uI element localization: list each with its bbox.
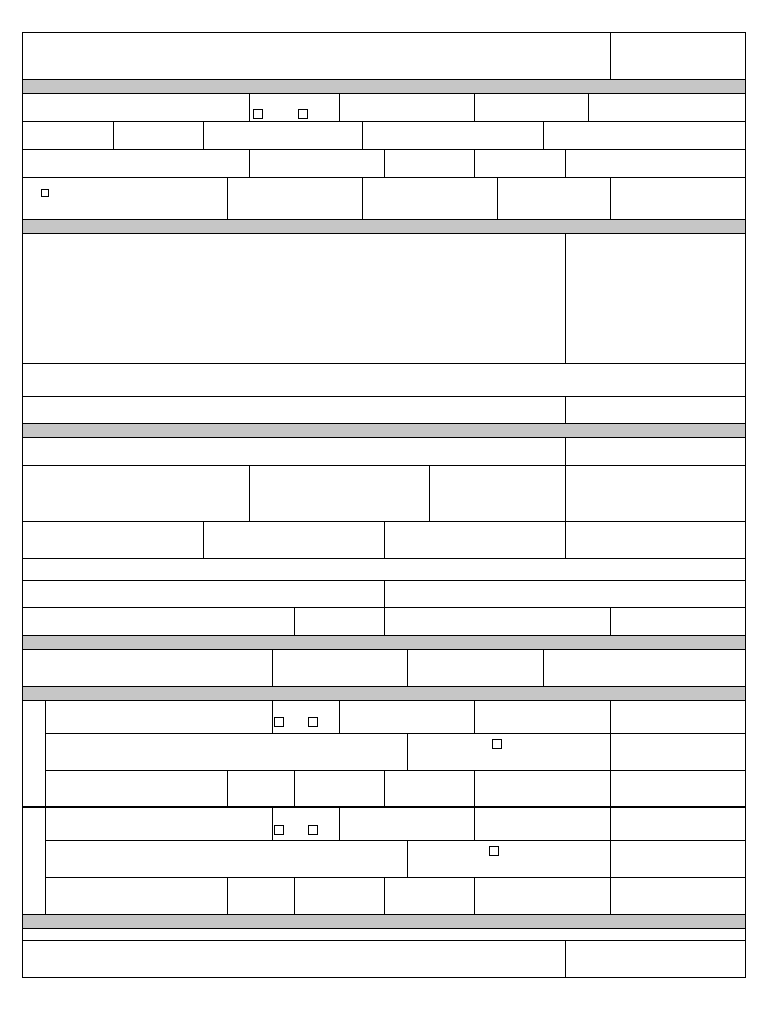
grid-line	[249, 149, 250, 177]
grid-line	[610, 877, 611, 914]
form-field[interactable]	[45, 840, 407, 877]
grid-line	[22, 233, 745, 234]
form-field[interactable]	[22, 928, 745, 940]
grid-line	[45, 877, 745, 878]
form-field[interactable]	[384, 149, 474, 177]
grid-line	[474, 149, 475, 177]
grid-line	[22, 914, 745, 915]
form-field[interactable]	[22, 940, 565, 977]
checkbox[interactable]	[253, 109, 263, 119]
form-field[interactable]	[565, 521, 745, 558]
grid-line	[22, 396, 745, 397]
grid-line	[227, 877, 228, 914]
grid-line	[249, 465, 250, 521]
form-field[interactable]	[22, 121, 113, 149]
section-header-band	[22, 423, 745, 437]
grid-line	[22, 437, 745, 438]
form-field[interactable]	[45, 700, 272, 733]
form-field[interactable]	[22, 396, 565, 423]
grid-line	[294, 607, 295, 635]
form-field[interactable]	[610, 607, 745, 635]
grid-line	[384, 521, 385, 558]
form-field[interactable]	[22, 233, 565, 363]
form-field[interactable]	[227, 177, 362, 219]
grid-line	[474, 93, 475, 121]
form-field[interactable]	[384, 877, 474, 914]
grid-line	[565, 465, 566, 521]
form-field[interactable]	[294, 607, 384, 635]
grid-line	[294, 877, 295, 914]
form-field[interactable]	[339, 700, 474, 733]
grid-line	[22, 700, 745, 701]
grid-line	[22, 635, 745, 636]
grid-line	[22, 928, 745, 929]
form-field[interactable]	[22, 363, 745, 396]
grid-line	[22, 121, 745, 122]
form-field[interactable]	[543, 649, 745, 686]
grid-line	[407, 840, 408, 877]
grid-line	[384, 149, 385, 177]
section-header-band	[22, 635, 745, 649]
form-field[interactable]	[384, 580, 745, 607]
grid-line	[384, 580, 385, 607]
form-field[interactable]	[565, 149, 745, 177]
grid-line	[227, 770, 228, 807]
grid-line	[339, 807, 340, 840]
grid-line	[407, 733, 408, 770]
grid-line	[22, 649, 745, 650]
grid-line	[407, 649, 408, 686]
form-field[interactable]	[22, 558, 745, 580]
form-field[interactable]	[588, 93, 745, 121]
grid-line	[203, 521, 204, 558]
grid-line	[45, 700, 46, 914]
checkbox[interactable]	[298, 109, 308, 119]
grid-line	[474, 807, 475, 840]
form-field[interactable]	[474, 770, 610, 807]
grid-line	[272, 649, 273, 686]
form-field[interactable]	[474, 807, 610, 840]
grid-line	[543, 121, 544, 149]
form-field[interactable]	[339, 93, 474, 121]
form-field[interactable]	[565, 465, 745, 521]
grid-line	[610, 607, 611, 635]
form-field[interactable]	[294, 877, 384, 914]
grid-line	[22, 32, 745, 33]
form-field[interactable]	[384, 521, 565, 558]
form-field[interactable]	[272, 807, 339, 840]
form-field[interactable]	[45, 770, 227, 807]
grid-line	[272, 807, 273, 840]
grid-line	[339, 93, 340, 121]
form-field[interactable]	[610, 700, 745, 733]
form-field[interactable]	[203, 121, 362, 149]
item-number-cell	[22, 807, 45, 914]
grid-line	[543, 649, 544, 686]
grid-line	[565, 521, 566, 558]
form-field[interactable]	[610, 32, 745, 79]
grid-line	[45, 840, 745, 841]
checkbox[interactable]	[308, 717, 318, 727]
form-field[interactable]	[565, 940, 745, 977]
form-field[interactable]	[45, 877, 227, 914]
grid-line	[22, 363, 745, 364]
form-field[interactable]	[565, 233, 745, 363]
grid-line	[22, 940, 745, 941]
section-header-band	[22, 686, 745, 700]
form-field[interactable]	[610, 177, 745, 219]
form-field[interactable]	[474, 700, 610, 733]
grid-line	[22, 93, 745, 94]
form-field[interactable]	[497, 177, 610, 219]
checkbox[interactable]	[308, 825, 318, 835]
form-field[interactable]	[22, 649, 272, 686]
grid-line	[45, 733, 745, 734]
form-field[interactable]	[407, 840, 610, 877]
grid-line	[429, 465, 430, 521]
section-header-band	[22, 79, 745, 93]
grid-line	[227, 177, 228, 219]
grid-line	[610, 177, 611, 219]
grid-line	[113, 121, 114, 149]
grid-line	[565, 437, 566, 465]
form-field[interactable]	[610, 770, 745, 807]
section-header-band	[22, 219, 745, 233]
grid-line	[22, 465, 745, 466]
grid-line	[474, 700, 475, 733]
checkbox[interactable]	[274, 717, 284, 727]
form-field[interactable]	[203, 521, 384, 558]
form-field[interactable]	[384, 770, 474, 807]
grid-line	[588, 93, 589, 121]
form-field[interactable]	[565, 437, 745, 465]
grid-line	[565, 149, 566, 177]
form-field[interactable]	[474, 877, 610, 914]
grid-line	[474, 877, 475, 914]
grid-line	[565, 233, 566, 363]
grid-line	[22, 79, 745, 80]
form-field[interactable]	[294, 770, 384, 807]
grid-line	[610, 733, 611, 770]
grid-line	[610, 807, 611, 840]
form-field[interactable]	[22, 521, 203, 558]
form-field[interactable]	[565, 396, 745, 423]
form-field[interactable]	[227, 877, 294, 914]
form-field[interactable]	[272, 649, 407, 686]
form-field[interactable]	[362, 177, 497, 219]
form-field[interactable]	[227, 770, 294, 807]
grid-line	[272, 700, 273, 733]
grid-line	[384, 607, 385, 635]
grid-line	[45, 770, 745, 771]
grid-line	[610, 700, 611, 733]
checkbox[interactable]	[41, 189, 49, 197]
form-field[interactable]	[22, 93, 249, 121]
grid-line	[497, 177, 498, 219]
form-field[interactable]	[22, 580, 384, 607]
checkbox[interactable]	[492, 739, 502, 749]
form-field[interactable]	[474, 149, 565, 177]
form-field[interactable]	[22, 437, 565, 465]
grid-line	[22, 219, 745, 220]
grid-line	[339, 700, 340, 733]
form-field[interactable]	[45, 807, 272, 840]
grid-line	[294, 770, 295, 807]
grid-line	[249, 93, 250, 121]
grid-line	[474, 770, 475, 807]
checkbox[interactable]	[489, 846, 499, 856]
form-field[interactable]	[362, 121, 543, 149]
form-field[interactable]	[384, 607, 610, 635]
section-header-band	[22, 914, 745, 928]
form-field[interactable]	[22, 32, 610, 79]
form-field[interactable]	[610, 877, 745, 914]
grid-line	[565, 940, 566, 977]
form-field[interactable]	[22, 465, 249, 521]
form-field[interactable]	[407, 733, 610, 770]
form-field[interactable]	[339, 807, 474, 840]
form-field[interactable]	[474, 93, 588, 121]
form-field[interactable]	[22, 607, 294, 635]
grid-line	[610, 840, 611, 877]
grid-line	[22, 686, 745, 687]
form-field[interactable]	[45, 733, 407, 770]
form-field[interactable]	[22, 149, 249, 177]
grid-line	[610, 32, 611, 79]
form-field[interactable]	[22, 177, 227, 219]
grid-line	[610, 770, 611, 807]
form-field[interactable]	[249, 149, 384, 177]
form-field[interactable]	[610, 733, 745, 770]
grid-line	[203, 121, 204, 149]
form-field[interactable]	[113, 121, 203, 149]
form-field[interactable]	[429, 465, 565, 521]
form-field[interactable]	[610, 840, 745, 877]
item-number-cell	[22, 700, 45, 807]
grid-line	[22, 977, 745, 978]
grid-line	[384, 770, 385, 807]
grid-line	[22, 423, 745, 424]
grid-line	[362, 121, 363, 149]
grid-line	[384, 877, 385, 914]
form-field[interactable]	[543, 121, 745, 149]
form-field[interactable]	[249, 465, 429, 521]
form-field[interactable]	[407, 649, 543, 686]
checkbox[interactable]	[274, 825, 284, 835]
grid-line	[22, 558, 745, 559]
form-field[interactable]	[610, 807, 745, 840]
grid-line	[362, 177, 363, 219]
grid-line	[565, 396, 566, 423]
grid-line	[22, 177, 745, 178]
